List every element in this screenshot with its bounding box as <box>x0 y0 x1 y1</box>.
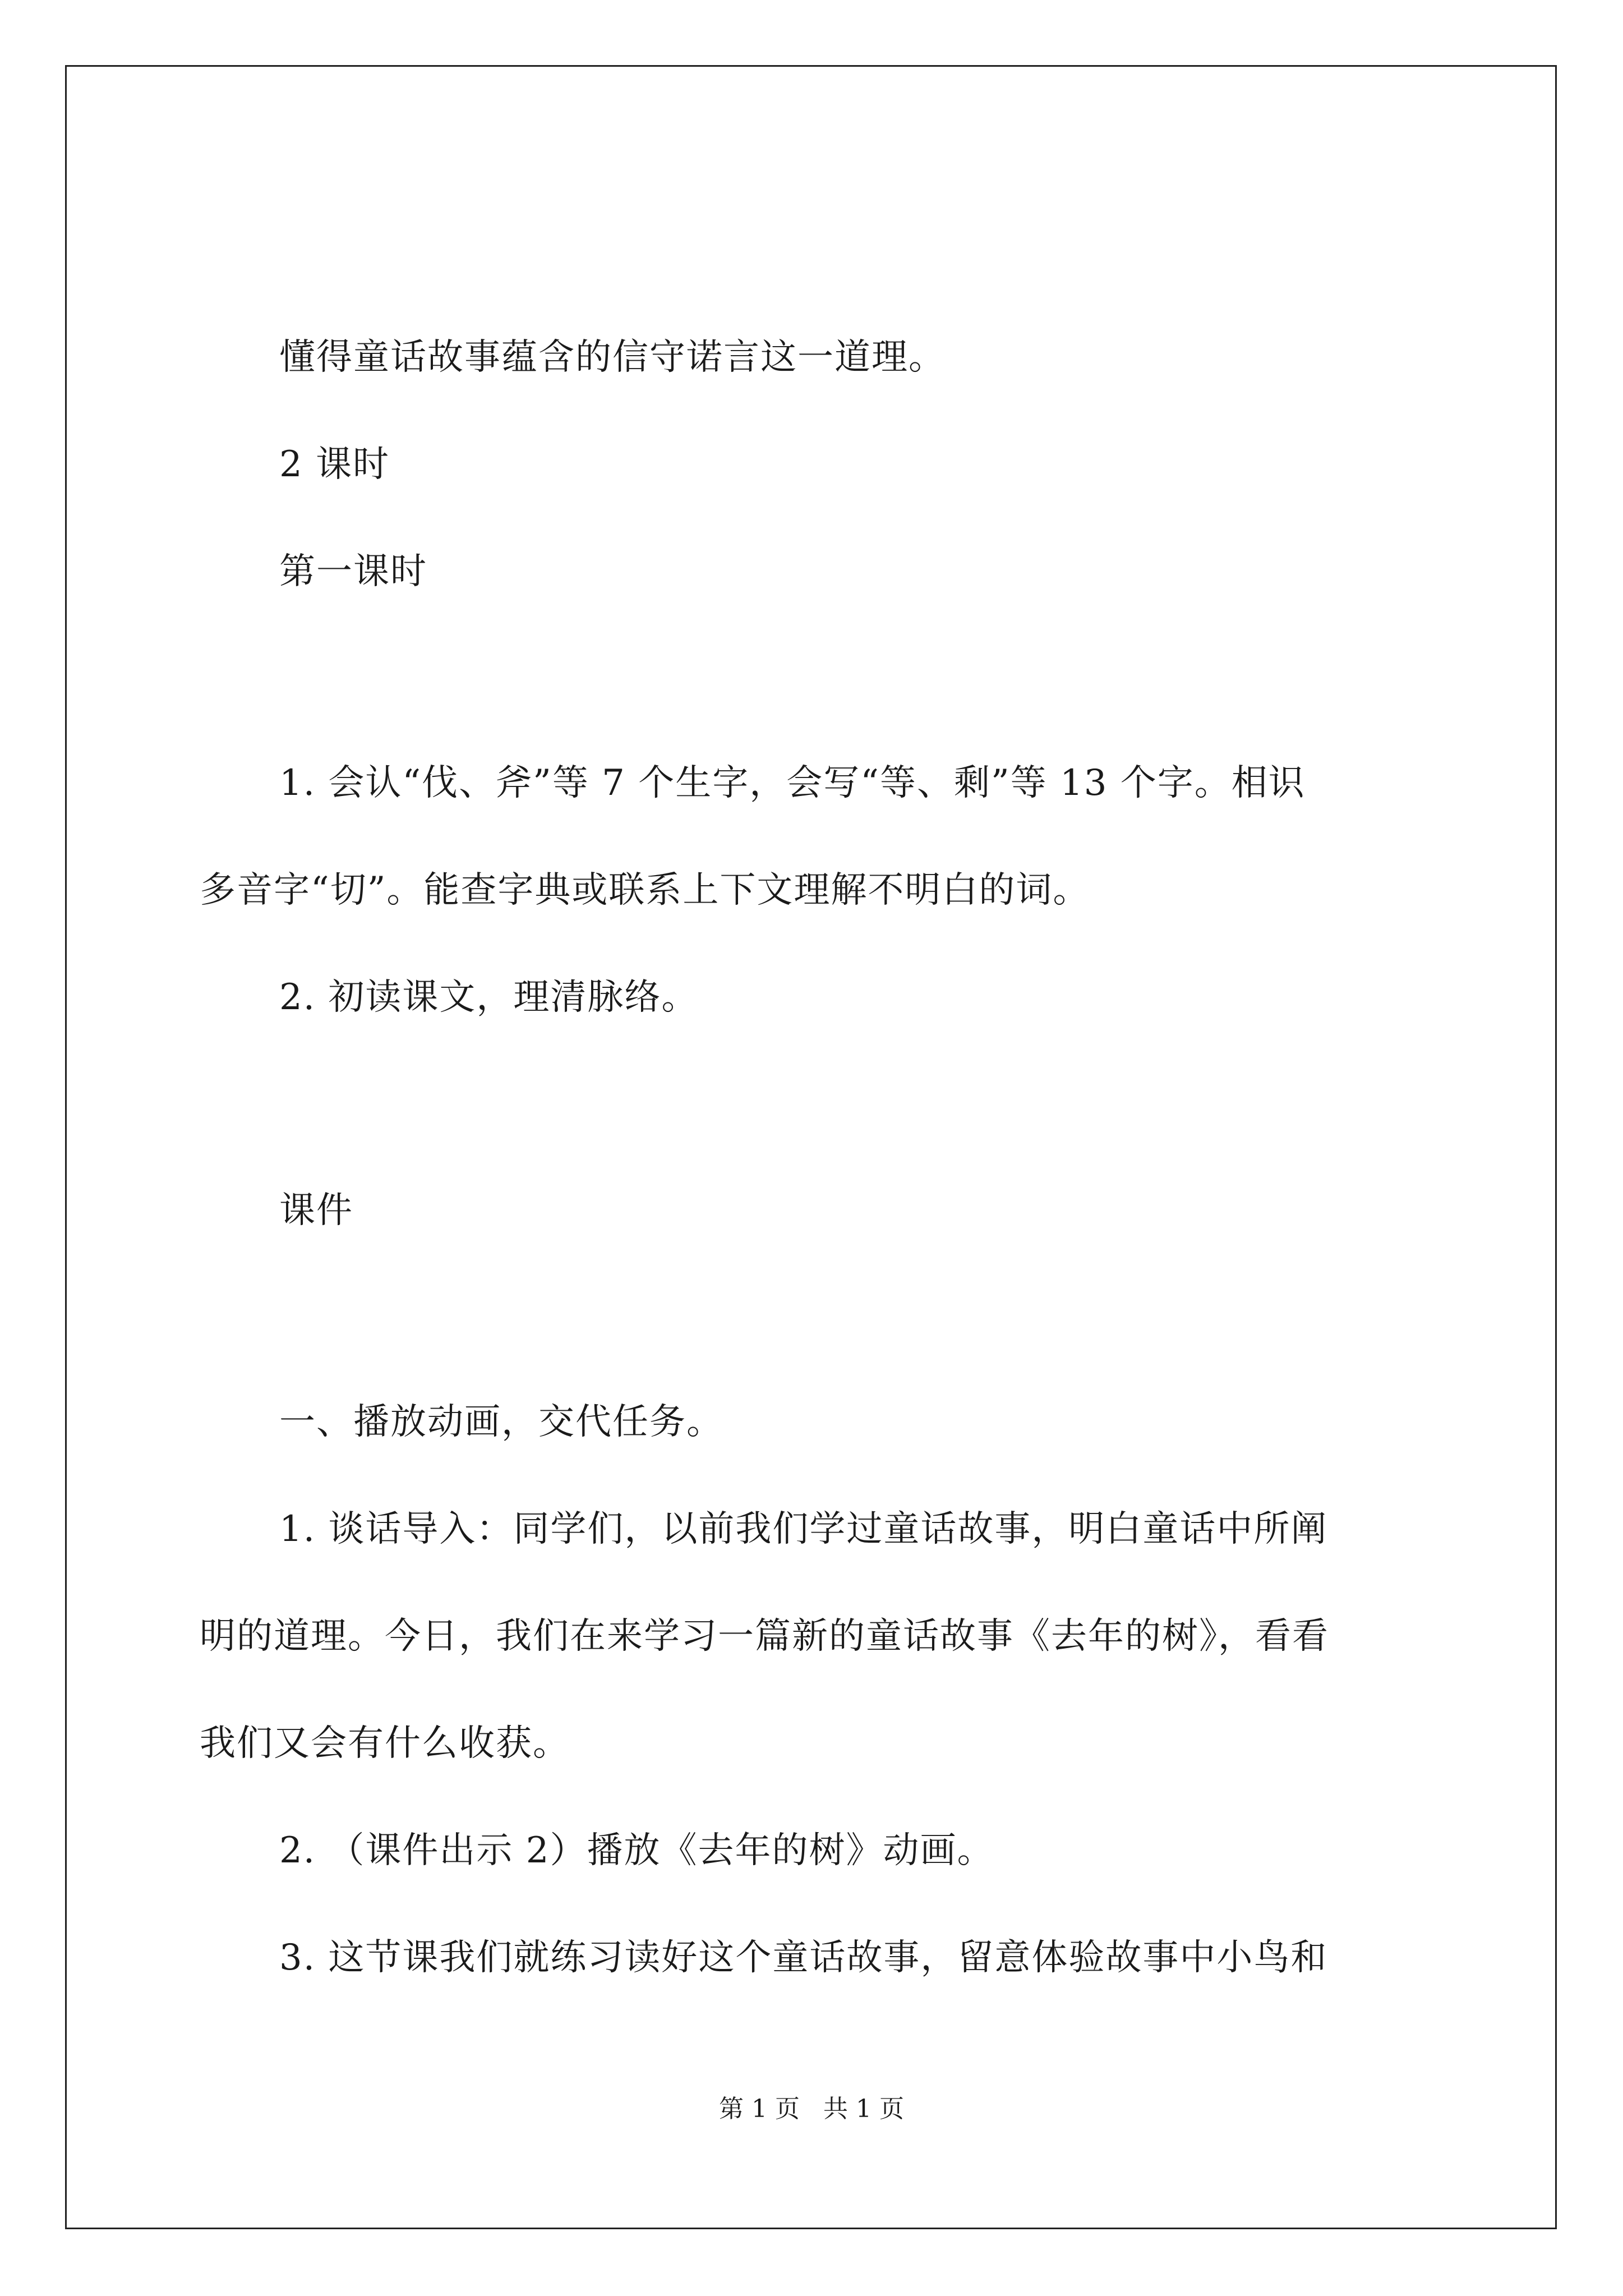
text-line-11: 我们又会有什么收获。 <box>200 1723 570 1764</box>
text-line-1: 懂得童话故事蕴含的信守诺言这一道理。 <box>279 337 946 378</box>
text-line-5: 多音字“切”。能查字典或联系上下文理解不明白的词。 <box>200 869 1090 911</box>
page-border <box>65 65 1557 2229</box>
text-line-3: 第一课时 <box>279 551 427 592</box>
text-line-9: 1. 谈话导入：同学们，以前我们学过童话故事，明白童话中所阐 <box>279 1508 1328 1550</box>
text-line-6: 2. 初读课文，理清脉络。 <box>279 977 699 1018</box>
text-line-12: 2. （课件出示 2）播放《去年的树》动画。 <box>279 1830 994 1871</box>
text-line-7: 课件 <box>279 1190 353 1231</box>
text-line-2: 2 课时 <box>279 444 390 485</box>
text-line-4: 1. 会认“伐、斧”等 7 个生字，会写“等、剩”等 13 个字。相识 <box>279 762 1306 804</box>
text-line-13: 3. 这节课我们就练习读好这个童话故事，留意体验故事中小鸟和 <box>279 1937 1328 1978</box>
text-line-8: 一、播放动画，交代任务。 <box>279 1401 723 1443</box>
text-line-10: 明的道理。今日，我们在来学习一篇新的童话故事《去年的树》，看看 <box>200 1616 1329 1657</box>
page-number-footer: 第 1 页 共 1 页 <box>719 2095 904 2123</box>
